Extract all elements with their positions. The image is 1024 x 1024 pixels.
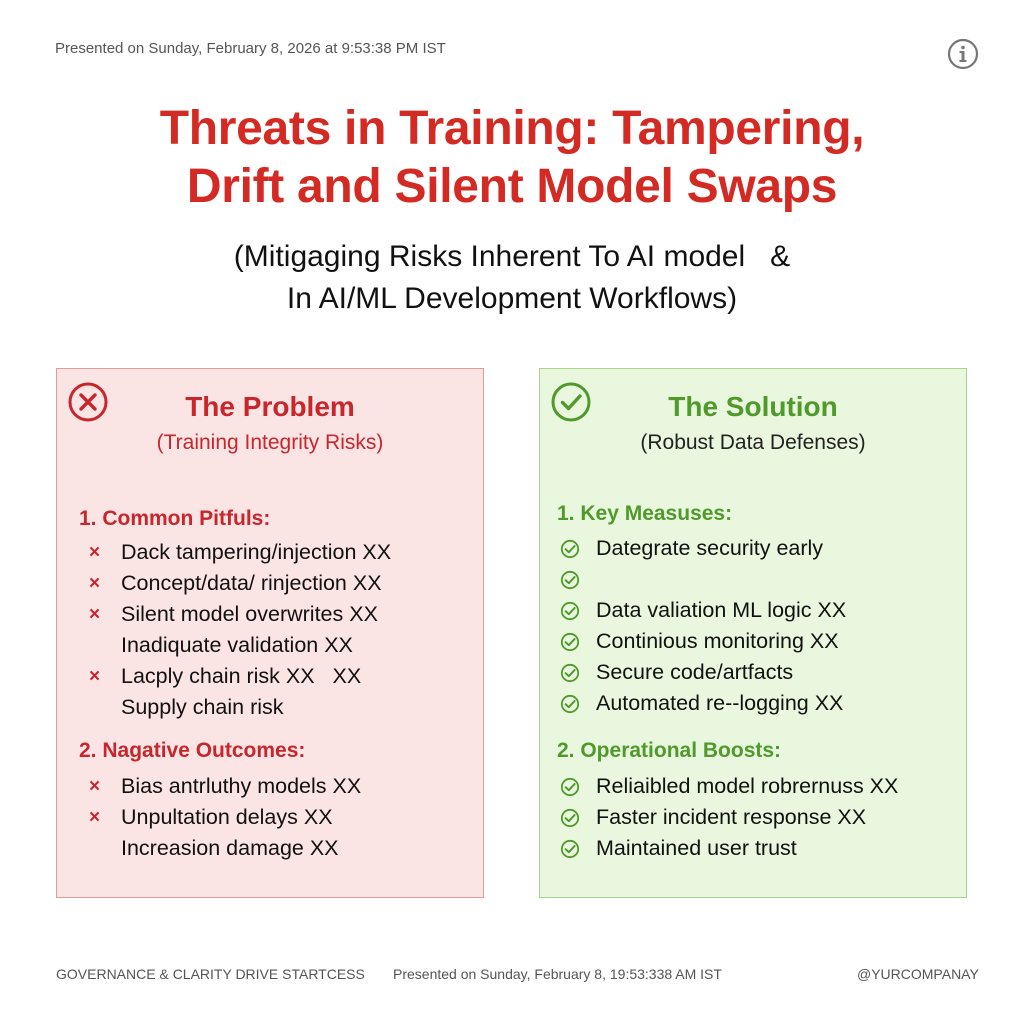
- page-subtitle: [0, 236, 1024, 320]
- list-item: Dategrate security early: [560, 533, 846, 564]
- list-item: Increasion damage XX: [121, 836, 339, 860]
- list-item: × Dack tampering/injection XX: [87, 537, 391, 568]
- problem-section-1-heading: 1. Common Pitfuls:: [79, 507, 271, 530]
- title-line-1: Threats in Training: Tampering,: [159, 102, 865, 155]
- problem-section-2-list: [87, 771, 361, 864]
- list-item: Data valiation ML logic XX: [560, 595, 846, 626]
- solution-section-1-list: [560, 533, 846, 719]
- check-circle-icon: [560, 839, 580, 859]
- x-icon: ×: [89, 573, 101, 594]
- footer-tagline: GOVERNANCE & CLARITY DRIVE STARTCESS: [56, 966, 365, 982]
- solution-section-1-heading: 1. Key Measuses:: [557, 502, 733, 525]
- list-item: × Concept/data/ rinjection XX: [87, 568, 391, 599]
- list-item: × Lacply chain risk XX XX: [87, 661, 391, 692]
- list-item: × Silent model overwrites XX: [87, 599, 391, 630]
- list-item: Faster incident response XX: [560, 802, 898, 833]
- footer-handle: @YURCOMPANAY: [857, 966, 979, 982]
- list-item: × Bias antrluthy models XX: [87, 771, 361, 802]
- list-item: Continious monitoring XX: [560, 626, 846, 657]
- solution-title: The Solution: [668, 391, 838, 422]
- subtitle-line-2: In AI/ML Development Workflows): [286, 282, 738, 315]
- x-icon: ×: [89, 604, 101, 625]
- problem-subtitle: (Training Integrity Risks): [156, 431, 384, 454]
- check-circle-icon: [560, 808, 580, 828]
- list-item: Maintained user trust: [560, 833, 898, 864]
- page-title: [0, 100, 1024, 216]
- check-circle-icon: [560, 777, 580, 797]
- problem-section-2-heading: 2. Nagative Outcomes:: [79, 739, 306, 762]
- check-circle-icon: [560, 694, 580, 714]
- list-item: Reliaibled model robrernuss XX: [560, 771, 898, 802]
- solution-panel: [539, 368, 967, 898]
- solution-section-2-heading: 2. Operational Boosts:: [557, 739, 782, 762]
- check-circle-icon: [560, 632, 580, 652]
- problem-panel: [56, 368, 484, 898]
- solution-section-2-list: [560, 771, 898, 864]
- footer-timestamp: Presented on Sunday, February 8, 19:53:338 AM IST: [393, 966, 722, 982]
- list-item: Automated re--logging XX: [560, 688, 846, 719]
- list-item: Inadiquate validation XX: [121, 633, 353, 657]
- problem-title: The Problem: [185, 391, 355, 422]
- list-item: Supply chain risk: [121, 695, 284, 719]
- info-icon[interactable]: [947, 38, 979, 70]
- check-circle-icon: [560, 663, 580, 683]
- check-circle-icon: [560, 539, 580, 559]
- x-icon: ×: [89, 807, 101, 828]
- list-item: Secure code/artfacts: [560, 657, 846, 688]
- subtitle-line-1: (Mitigaging Risks Inherent To AI model &: [233, 240, 791, 273]
- x-icon: ×: [89, 776, 101, 797]
- x-icon: ×: [89, 666, 101, 687]
- list-item: [560, 564, 846, 595]
- problem-section-1-list: [87, 537, 391, 723]
- title-line-2: Drift and Silent Model Swaps: [186, 160, 838, 213]
- solution-subtitle: (Robust Data Defenses): [640, 431, 866, 454]
- check-circle-icon: [560, 601, 580, 621]
- check-circle-icon: [560, 570, 580, 590]
- x-icon: ×: [89, 542, 101, 563]
- presented-timestamp: Presented on Sunday, February 8, 2026 at 9:53:38 PM IST: [55, 40, 446, 57]
- list-item: × Unpultation delays XX: [87, 802, 361, 833]
